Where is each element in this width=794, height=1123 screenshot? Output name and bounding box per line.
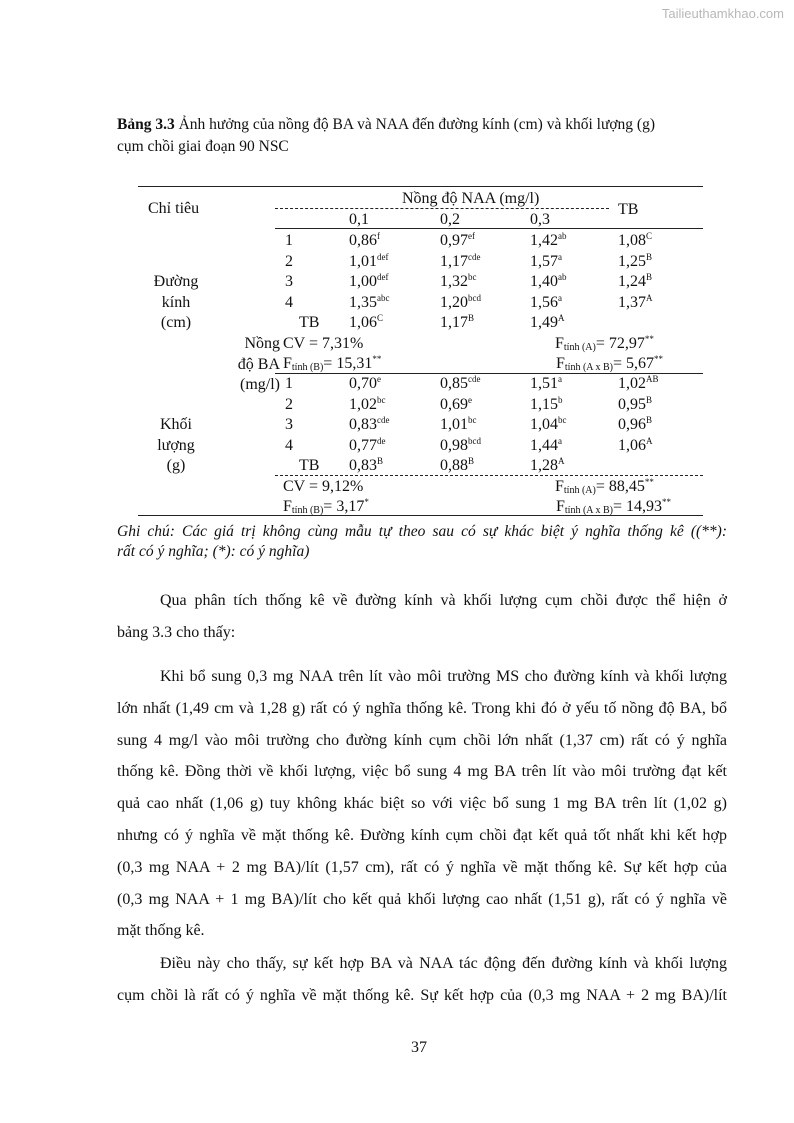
f-subscript: tính (B) (291, 361, 324, 373)
duong-kinh-label: (cm) (160, 314, 192, 331)
significance-letter: A (558, 456, 565, 466)
table-note-line2: rất có ý nghĩa; (*): có ý nghĩa) (117, 543, 310, 560)
paragraph-line: Khi bổ sung 0,3 mg NAA trên lít vào môi trường MS cho đường kính và khối lượng (160, 668, 727, 685)
significance-letter: a (558, 251, 562, 262)
significance-letter: abc (377, 292, 390, 303)
header-chi-tieu: Chỉ tiêu (148, 200, 200, 217)
table-cell: 1,32$^{bc}$ (440, 272, 477, 290)
significance-letter: cde (468, 251, 481, 262)
ba-level: 4 (285, 436, 293, 454)
significance-letter: A (646, 292, 653, 303)
table-cell: $1,17^B$ (440, 313, 475, 331)
ba-axis-label: Nồng (244, 335, 280, 352)
ba-level: TB (299, 314, 320, 331)
duong-kinh-label: Đường (153, 273, 199, 290)
table-cell: $0,83^B$ (349, 456, 384, 474)
significance-letter: ef (468, 231, 475, 241)
paragraph-line: (0,3 mg NAA + 1 mg BA)/lít cho kết quả khối lượng cao nhất (1,51 g), rất có ý nghĩa về (117, 890, 727, 908)
significance-letter: A (646, 435, 653, 446)
table-cell: 0,98$^{bcd}$ (440, 435, 481, 454)
table-cell: 0,70e (349, 374, 381, 392)
f-subscript: tính (A x B) (564, 504, 613, 516)
significance-letter: bc (468, 415, 477, 425)
table-cell: $1,02^{AB}$ (618, 374, 659, 392)
paragraph-line: cụm chồi là rất có ý nghĩa về mặt thống kê. Sự kết hợp của (0,3 mg NAA + 2 mg BA)/lít (117, 986, 727, 1004)
significance-letter: f (377, 231, 380, 241)
f-value-a: $F_{tính (A)}= 72,97^{**}$ (555, 333, 654, 353)
significance-letter: ab (558, 272, 567, 282)
significance-stars: * (364, 496, 369, 507)
table-cell: $1,24^B$ (618, 272, 653, 290)
khoi-luong-label: lượng (157, 436, 195, 454)
significance-letter: B (646, 415, 653, 425)
table-cell: $1,08^C$ (618, 231, 653, 249)
ba-level: 3 (285, 416, 293, 433)
caption-label: Bảng 3.3 (117, 116, 175, 133)
significance-letter: C (646, 231, 653, 241)
paragraph-line: sung 4 mg/l vào môi trường cho đường kính cụm chồi lớn nhất (1,37 cm) rất có ý nghĩa (117, 731, 727, 749)
table-cell: 0,85$^{cde}$ (440, 374, 481, 392)
paragraph-line: quả cao nhất (1,06 g) tuy không khác biệt so với việc bổ sung 1 mg BA trên lít (1,02 g) (117, 795, 727, 813)
paragraph-line: Điều này cho thấy, sự kết hợp BA và NAA tác động đến đường kính và khối lượng (160, 955, 727, 972)
paragraph-line: nhưng có ý nghĩa về mặt thống kê. Đường kính cụm chồi đạt kết quả tốt nhất khi kết hợp (117, 827, 727, 844)
table-cell: $0,95^B$ (618, 394, 653, 413)
ba-level: 1 (285, 375, 293, 392)
table-cell: $0,88^B$ (440, 456, 475, 474)
significance-letter: B (468, 456, 475, 466)
table-cell: 1,17$^{cde}$ (440, 251, 481, 270)
paragraph-line: thống kê. Đồng thời về khối lượng, việc bổ sung 4 mg BA trên lít vào môi trường đạt kết (117, 763, 727, 781)
duong-kinh-label: kính (161, 293, 191, 311)
table-cell: $1,06^A$ (618, 435, 653, 454)
significance-letter: ab (558, 231, 567, 241)
significance-stars: ** (372, 353, 382, 364)
paragraph-line: (0,3 mg NAA + 2 mg BA)/lít (1,57 cm), rất có ý nghĩa về mặt thống kê. Sự kết hợp của (117, 858, 727, 876)
significance-letter: e (468, 394, 472, 405)
significance-letter: e (377, 374, 381, 384)
paragraph-line: bảng 3.3 cho thấy: (117, 623, 236, 641)
header-col-0-3: 0,3 (530, 211, 550, 228)
significance-letter: de (377, 435, 386, 446)
significance-letter: a (558, 374, 562, 384)
header-col-0-1: 0,1 (349, 211, 369, 228)
significance-letter: bc (558, 415, 567, 425)
group-divider-rule (275, 373, 703, 374)
significance-letter: a (558, 292, 562, 303)
f-value-a: $F_{tính (A)}= 88,45^{**}$ (555, 476, 654, 496)
khoi-luong-label: (g) (166, 457, 186, 474)
significance-letter: bcd (468, 292, 481, 303)
table-cell: 1,56$^a$ (530, 292, 562, 311)
significance-letter: bc (377, 394, 386, 405)
table-note-line1: Ghi chú: Các giá trị không cùng mẫu tự theo sau có sự khác biệt ý nghĩa thống kê ((**): (117, 523, 727, 540)
f-value-b: $F_{tính (B)}= 15,31^{**}$ (283, 353, 382, 373)
table-cell: 1,15$^b$ (530, 394, 563, 413)
table-cell: 1,51$^a$ (530, 374, 562, 392)
header-bottom-rule (275, 228, 703, 229)
table-cell: 0,86$^f$ (349, 231, 380, 249)
significance-letter: def (377, 251, 389, 262)
significance-letter: B (646, 394, 653, 405)
table-cell: 1,20$^{bcd}$ (440, 292, 481, 311)
khoi-luong-label: Khối (160, 416, 192, 433)
ba-level: 1 (285, 232, 293, 249)
watermark: Tailieuthamkhao.com (661, 6, 784, 21)
f-subscript: tính (A) (563, 484, 596, 496)
significance-letter: B (646, 251, 653, 262)
table-cell: $1,25^B$ (618, 251, 653, 270)
significance-letter: B (468, 313, 475, 323)
table-cell: 1,40$^{ab}$ (530, 272, 567, 290)
significance-letter: def (377, 272, 389, 282)
significance-letter: b (558, 394, 563, 405)
significance-letter: B (377, 456, 384, 466)
significance-stars: ** (644, 476, 654, 487)
significance-letter: AB (646, 374, 659, 384)
header-dash-rule (275, 208, 609, 209)
table-caption (117, 115, 727, 135)
significance-stars: ** (644, 333, 654, 344)
ba-level: 4 (285, 293, 293, 311)
significance-stars: ** (654, 353, 663, 364)
header-naa: Nồng độ NAA (mg/l) (402, 190, 540, 207)
f-subscript: tính (B) (291, 504, 324, 516)
table-cell: 1,04$^{bc}$ (530, 415, 567, 433)
table-bottom-rule (138, 515, 703, 516)
f-value-b: $F_{tính (B)}= 3,17^*$ (283, 496, 369, 516)
table-cell: 1,00$^{def}$ (349, 272, 389, 290)
table-cell: 1,35$^{abc}$ (349, 292, 390, 311)
ba-axis-label: độ BA (237, 355, 280, 373)
ba-level: 2 (285, 395, 293, 413)
f-value-ab: $F_{tính (A x B)}= 5,67^{**}$ (556, 353, 663, 373)
ba-axis-label: (mg/l) (240, 376, 280, 393)
f-value-ab: $F_{tính (A x B)}= 14,93^{**}$ (556, 496, 671, 516)
table-cell: 0,77de (349, 435, 386, 454)
table-top-rule (138, 186, 703, 187)
significance-letter: B (646, 272, 653, 282)
significance-stars: ** (662, 496, 671, 507)
significance-letter: cde (377, 415, 390, 425)
table-cell: 1,57$^a$ (530, 251, 562, 270)
paragraph-line: lớn nhất (1,49 cm và 1,28 g) rất có ý nghĩa thống kê. Trong khi đó ở yếu tố nồng độ BA, bổ (117, 699, 727, 717)
paragraph-line: Qua phân tích thống kê về đường kính và khối lượng cụm chồi được thể hiện ở (160, 592, 727, 609)
table-cell: $1,37^A$ (618, 292, 653, 311)
table-cell: 0,69e (440, 394, 472, 413)
significance-letter: C (377, 313, 384, 323)
table-cell: $1,28^A$ (530, 456, 565, 474)
table-cell: 1,42$^{ab}$ (530, 231, 567, 249)
table-cell: 1,01$^{def}$ (349, 251, 389, 270)
significance-letter: bcd (468, 435, 481, 446)
caption-text: Ảnh hưởng của nồng độ BA và NAA đến đường kính (cm) và khối lượng (g) (174, 116, 656, 133)
f-subscript: tính (A) (563, 341, 596, 353)
table-cell: 0,97$^{ef}$ (440, 231, 475, 249)
table-caption-line2: cụm chồi giai đoạn 90 NSC (117, 138, 289, 155)
f-subscript: tính (A x B) (564, 361, 613, 373)
table-cell: 0,83$^{cde}$ (349, 415, 390, 433)
significance-letter: a (558, 435, 562, 446)
table-cell: $1,49^A$ (530, 313, 565, 331)
ba-level: 3 (285, 273, 293, 290)
table-cell: 1,44$^a$ (530, 435, 562, 454)
table-cell: $1,06^C$ (349, 313, 384, 331)
significance-letter: cde (468, 374, 481, 384)
group2-dash-rule (275, 475, 703, 476)
table-cell: $0,96^B$ (618, 415, 653, 433)
table-cell: 1,02$^{bc}$ (349, 394, 386, 413)
cv-value: CV = 7,31% (283, 334, 364, 352)
header-col-0-2: 0,2 (440, 211, 460, 228)
significance-letter: A (558, 313, 565, 323)
cv-value: CV = 9,12% (283, 477, 364, 495)
paragraph-line: mặt thống kê. (117, 922, 205, 940)
header-tb: TB (618, 201, 639, 218)
ba-level: TB (299, 457, 320, 474)
significance-letter: bc (468, 272, 477, 282)
page-number: 37 (411, 1039, 427, 1056)
table-cell: 1,01$^{bc}$ (440, 415, 477, 433)
ba-level: 2 (285, 252, 293, 270)
